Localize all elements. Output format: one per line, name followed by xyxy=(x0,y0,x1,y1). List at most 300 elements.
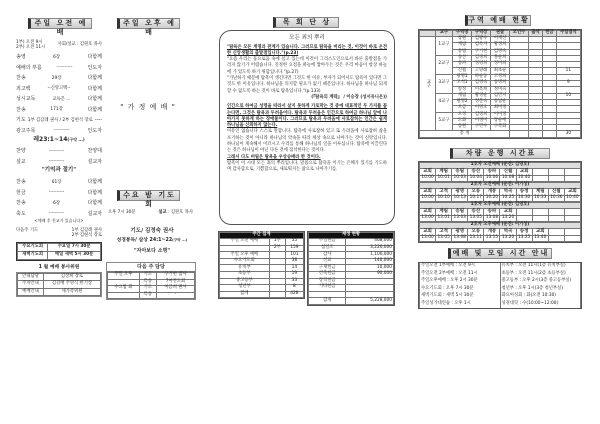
table-row xyxy=(18,273,101,281)
pastoral-column-header: 목 회 단 상 xyxy=(273,17,339,28)
cell: 이금희 권사 xyxy=(156,286,194,293)
item-detail: 교독문 ... xyxy=(52,96,71,102)
item-leader: 다함께 xyxy=(87,106,102,113)
preacher-label: 설교 xyxy=(158,210,167,215)
stop xyxy=(548,209,564,216)
cell: 김옥자 xyxy=(472,43,491,49)
item-detail: ---------- xyxy=(48,190,65,196)
stop: 송산 xyxy=(468,209,484,216)
time: 10:25 xyxy=(501,195,515,201)
cell: 14 xyxy=(285,265,303,272)
cell: 중고등부 xyxy=(220,278,270,285)
schedule-item: 화요여성회 : 화(오전 10:30) xyxy=(500,293,581,301)
cell: 김영숙 xyxy=(472,81,491,87)
cell xyxy=(108,292,140,299)
cell: - xyxy=(156,292,194,299)
cell: 장순배 xyxy=(491,118,510,124)
bus-header: 차량 운행 시간표 xyxy=(450,148,550,159)
reading-ref: 성경봉독/ 살상 24:1~22 xyxy=(116,238,173,243)
time: 10:00 xyxy=(421,195,434,201)
order-item xyxy=(16,52,102,63)
item-leader: 인도자 xyxy=(87,64,102,71)
cell: 김민지 xyxy=(491,93,510,99)
cell: 감사 xyxy=(309,252,346,259)
time: 10:06 xyxy=(485,175,499,181)
column-para: "탐욕은 모든 계명과 관계가 있습니다. 그러므로 탐욕을 버리는 것, 이것이 바로 온전한 신앙생활의 출발점입니다."(p.23) xyxy=(227,44,387,56)
cell: 기도 xyxy=(139,273,156,280)
cell: 주일헌금 xyxy=(309,239,346,246)
preacher xyxy=(58,42,102,47)
cell: 주일 오후 xyxy=(108,273,140,280)
time xyxy=(548,236,564,242)
sermon-title: "기억과 절기" xyxy=(41,167,77,173)
order-item xyxy=(16,115,102,126)
cell: 주일 오전 예배 xyxy=(220,239,270,246)
time: 10:13 xyxy=(453,195,466,201)
stop: 신월 xyxy=(548,189,564,196)
morning-worship-header: 주일 오전 예배 xyxy=(28,18,92,29)
order-item xyxy=(16,94,102,105)
route-name: 2호차 오후예배 (운전: 이기성) xyxy=(420,223,581,229)
cell: 140,000 xyxy=(346,258,394,265)
stop: 교회 xyxy=(564,189,580,196)
stop xyxy=(564,169,580,176)
preacher-name: : 김원호 목사 xyxy=(77,42,102,48)
volunteers-table xyxy=(16,272,102,298)
cell: 건축헌금 xyxy=(309,271,346,278)
stop xyxy=(532,209,548,216)
cell xyxy=(529,131,543,137)
cell: 구제헌금 xyxy=(309,265,346,272)
group-name: 1교구 xyxy=(435,37,452,56)
schedule-item: 새벽기도회 : 새벽 5시 30분 xyxy=(420,293,501,301)
stop: 교회 xyxy=(420,209,436,216)
column-para: 탐욕이 이 시대 모든 죄의 뿌리입니다. 말씀으로 탐욕을 이기는 은혜가 있기를 기도하며 감사함으로, 기쁨함으로, 새로워지는 삶으로 나아가기를. xyxy=(227,160,387,173)
time xyxy=(564,216,580,222)
column-header: 교구 xyxy=(435,31,452,37)
cell xyxy=(220,245,270,252)
time xyxy=(516,216,532,222)
stop: 송정 xyxy=(516,229,532,236)
stop: 송파 xyxy=(484,209,500,216)
cell: 38 xyxy=(285,258,303,265)
item-leader: 다함께 xyxy=(87,75,102,82)
next-prayer-names xyxy=(72,228,102,238)
time: 13:20 xyxy=(501,235,515,241)
column-para: 인간으로 하여금 성령을 따라서 살지 못하게 가로막는 것 중에 대표적인 두 가지를 꼽는다면, 그것은 탐욕과 두려움이다. 탐욕과 두려움은 인간으로 하여금 하나님 앞에 나아가지 못하게 하는 장애물이다. 그러므로 탐욕과 두려움에 사로잡히는 인간은 쉽게 하나님을 신뢰하지 않는다. xyxy=(227,104,387,129)
item-detail: ---------- xyxy=(53,128,70,134)
column-header: 주일결석 xyxy=(556,31,580,37)
cell: 기도 xyxy=(139,286,156,293)
order-item xyxy=(16,177,102,188)
table-row xyxy=(309,285,394,292)
schedule-item: 수요기도회 : 오후 7시 30분 xyxy=(420,286,501,294)
cell: 수요일 7시 30분 xyxy=(48,244,101,252)
item-name: 찬양 xyxy=(16,148,26,155)
time: 10:30 xyxy=(517,195,531,201)
stop: 교회 xyxy=(420,229,436,236)
cell: 10 xyxy=(556,93,580,99)
order-item xyxy=(16,84,102,95)
order-item xyxy=(16,73,102,84)
cell: 홍순희 xyxy=(491,55,510,61)
table-row xyxy=(309,245,394,252)
item-name: 예배의 부름 xyxy=(16,64,42,71)
cell: 고양례 xyxy=(472,68,491,74)
cell: 구기현 집사 xyxy=(156,273,194,280)
stop: 계림 xyxy=(436,169,452,176)
stop: 송정 xyxy=(516,189,532,196)
cell: 수요밤 회 xyxy=(108,286,140,293)
table-row xyxy=(18,281,101,289)
cell xyxy=(346,285,394,292)
next-duty-title: 다음 주 담당 xyxy=(107,263,195,272)
cell: 고경희 xyxy=(491,74,510,80)
cell: 159 xyxy=(285,245,303,252)
stop: 역곡 xyxy=(500,229,516,236)
table-row xyxy=(18,244,101,252)
time: 13:11 xyxy=(469,235,483,241)
column-para: "요즘 우리는 풍요로움 속에 살고 있는데 이것이 그리스도인으로서 바른 출발점을 가리지 않기가 어렵습니다. 진정한 요점을 하늘에 쌓아두는 것은 우리 마음이 항상 하늘에 가 있도록 하기 위함입니다."(p.27) xyxy=(227,57,387,75)
item-leader: 설교자 xyxy=(87,158,102,165)
cell: 송림 xyxy=(453,49,472,55)
stop: 계림 xyxy=(532,189,548,196)
time: 10:20 xyxy=(485,195,499,201)
time: 10:01 xyxy=(437,175,450,181)
table-row xyxy=(220,278,304,285)
schedule-item: 유치부 : 오전 11시(1층 유치부실) xyxy=(500,263,581,271)
finance-table xyxy=(307,231,395,306)
item-name: 축도 xyxy=(16,210,26,217)
time: 13:01 xyxy=(437,215,450,221)
cell: 19 xyxy=(285,271,303,278)
cell: 33 xyxy=(285,278,303,285)
cell: 예배안내 xyxy=(18,288,44,296)
stop: 송파 xyxy=(484,169,500,176)
cell xyxy=(346,291,394,298)
item-detail: 61장 xyxy=(51,179,62,185)
next-prayer-1: 1부 김갑례 권사 xyxy=(71,227,102,233)
stop: 개봉 xyxy=(484,229,500,236)
scripture xyxy=(16,136,102,146)
cell: 십일조 xyxy=(309,245,346,252)
cell: 2부 xyxy=(269,245,285,252)
time: 13:00 xyxy=(421,215,434,221)
table-row xyxy=(420,301,581,309)
district-header: 구역 예배 현황 xyxy=(465,15,531,26)
time-2: 2부) 오전 11시 xyxy=(16,45,46,50)
item-leader: 설교자 xyxy=(87,210,102,217)
schedule-table xyxy=(418,262,582,309)
cell: 합계 xyxy=(220,291,270,298)
cell: 7여전도회 xyxy=(156,279,194,286)
stop: 교회 xyxy=(420,169,436,176)
preacher-name: : 김원호 목사 xyxy=(168,210,193,215)
cell xyxy=(269,271,285,278)
stop xyxy=(564,209,580,216)
time: 10:08 xyxy=(501,175,515,181)
time xyxy=(548,176,564,182)
cell xyxy=(309,291,346,298)
next-prayer xyxy=(16,228,102,238)
cell: 55 xyxy=(285,239,303,246)
time: 13:08 xyxy=(453,235,466,241)
order-item xyxy=(16,157,102,168)
total-row xyxy=(420,131,581,137)
route-name: 1호차 오후예배 (운전: 김영호) xyxy=(420,203,581,209)
cell xyxy=(542,131,556,137)
order-item xyxy=(16,188,102,199)
cell: 이경미 xyxy=(472,118,491,124)
wednesday-reading xyxy=(106,238,198,244)
stop xyxy=(532,169,548,176)
cell: 9 xyxy=(556,81,580,87)
cell: 송정 xyxy=(453,87,472,93)
item-detail: ---------- xyxy=(48,159,65,165)
item-leader: 다함께 xyxy=(87,189,102,196)
column-para: 이유인 없습니다 스스로 말합니다. 탐욕에 사로잡혀 있고 또 두려움에 사로잡혀 삶을 포기하는 것이 아니라 하나님의 약속을 따라 세상 속으로 나아가는 것이 신앙입니다. 하나님이 계속해서 이끄시고 우리를 통해 하나님의 일을 이루십니다. 탐욕에 이끌린다는 것은 하나님이 아닌 다른 것에 집착한다는 것이다. xyxy=(227,129,387,154)
item-detail: ---------- xyxy=(56,65,73,71)
table-row xyxy=(220,271,304,278)
afternoon-worship-header: 주일 오후 예배 xyxy=(117,18,180,29)
item-name: 성시교독 xyxy=(16,96,36,103)
time: 10:40 xyxy=(566,195,579,201)
cell: 송남순 xyxy=(491,99,510,105)
order-item xyxy=(16,105,102,116)
pastoral-column xyxy=(219,30,395,225)
district-table xyxy=(418,29,582,139)
cell: 정문숙 xyxy=(472,99,491,105)
bus-route xyxy=(419,202,581,222)
time: 13:03 xyxy=(453,215,466,221)
schedule-item: 주일오후예배 : 오후 2시 30분 xyxy=(420,278,501,286)
group-name: 3교구 xyxy=(435,74,452,93)
cell: 송원 xyxy=(453,125,472,131)
cell xyxy=(269,265,285,272)
group-name: 4교구 xyxy=(435,93,452,112)
order-item xyxy=(16,146,102,157)
item-leader: 다함께 xyxy=(87,200,102,207)
stop xyxy=(516,209,532,216)
column-header: 구역장 xyxy=(472,31,491,37)
group-name: 2교구 xyxy=(435,55,452,74)
times-row xyxy=(420,196,581,202)
weekly-stats-table xyxy=(218,231,305,299)
item-name: 찬송 xyxy=(16,179,26,186)
column-para: "가난하기 때문에 탐욕이 생긴다면 그것도 한 이유, 부자가 되어서도 탐욕이 있다면 그것도 한 이유입니다. 하나님을 의지할 필요가 없기 때문입니다. 하나님을 하나님 되게 할 수 없도록 하는 것이 바로 탐욕입니다."(p.133) xyxy=(227,76,387,94)
stop: 송산 xyxy=(468,169,484,176)
item-name: 죄고백 xyxy=(16,85,31,92)
morning-column xyxy=(16,38,102,297)
cell: 김상희 장로 xyxy=(43,273,100,281)
time: 13:05 xyxy=(469,215,483,221)
worship-note: <예배 후 친교가 있습니다> xyxy=(34,218,84,223)
cell: 계림 xyxy=(453,93,472,99)
stats-title: 주간 집계 xyxy=(220,233,304,239)
item-detail: 6장 xyxy=(53,200,61,206)
wednesday-sermon: "자아보다 소명" xyxy=(134,248,170,254)
stop: 송림 xyxy=(452,209,468,216)
cell: 하순동 xyxy=(472,74,491,80)
stop xyxy=(548,229,564,236)
cell: 1,100,000 xyxy=(346,252,394,259)
item-name: 송영 xyxy=(16,54,26,61)
preacher-label: 사회/설교 xyxy=(57,42,76,48)
next-prayer-2: 2부 김현석 장로 xyxy=(71,232,102,238)
table-row xyxy=(420,286,581,294)
table-row xyxy=(108,292,195,299)
item-leader: 인도자 xyxy=(87,127,102,134)
cell: 안내담당 xyxy=(18,273,44,281)
stop: 역곡 xyxy=(500,189,516,196)
time: 10:00 xyxy=(421,175,434,181)
schedule-header: 예배 및 모임 시간 안내 xyxy=(448,248,552,259)
cell: 정미숙 xyxy=(491,87,510,93)
cell: 새벽기도회 xyxy=(18,252,48,260)
time: 13:40 xyxy=(534,235,547,241)
cell: 오정 xyxy=(453,112,472,118)
cell: 주일 오후 예배 xyxy=(220,252,270,259)
stop: 교회 xyxy=(516,169,532,176)
order-item xyxy=(16,126,102,137)
table-row xyxy=(420,263,581,271)
cell: 최미경 xyxy=(491,106,510,112)
schedule-item: 주일오전 2부예배 : 오전 11시 xyxy=(420,271,501,279)
time: 13:05 xyxy=(437,235,450,241)
item-name: 찬송 xyxy=(16,200,26,207)
time: 10:10 xyxy=(437,195,450,201)
cell: 계림 xyxy=(453,43,472,49)
stop: 광명 xyxy=(452,189,468,196)
meetings-table xyxy=(16,242,102,261)
cell xyxy=(269,258,285,265)
cell: 428 xyxy=(285,291,303,298)
cell: 합계 xyxy=(309,298,346,305)
cell: 3,220,000 xyxy=(346,245,394,252)
scripture-note: (구약 ...) xyxy=(67,137,85,142)
cell: 황영순 xyxy=(472,93,491,99)
cell: 광명2 xyxy=(453,99,472,105)
column-heading: 모든 죄의 뿌리 xyxy=(289,35,325,41)
cell: 8 xyxy=(285,285,303,292)
bus-route xyxy=(419,182,581,202)
item-detail: ---------- xyxy=(48,148,65,154)
item-name: 찬송 xyxy=(16,75,26,82)
stop: 광명 xyxy=(452,229,468,236)
item-name: 광고주목 xyxy=(16,127,36,134)
item-detail: 6장 xyxy=(53,54,61,60)
cell xyxy=(269,278,285,285)
reading-note: (구약 ...) xyxy=(172,238,188,242)
time: 13:08 xyxy=(485,215,499,221)
service-times xyxy=(16,40,45,50)
table-row xyxy=(220,252,304,259)
item-name: 기도 xyxy=(16,117,26,124)
finance-title: 재정 현황 xyxy=(309,233,394,239)
schedule-item: 성경대학 : 수(10:00~12:00) xyxy=(500,301,581,309)
times-row xyxy=(420,236,581,242)
cell: 11 xyxy=(556,68,580,74)
column-header: 출석 xyxy=(529,31,543,37)
cell: 10,000 xyxy=(346,265,394,272)
column-header: 모인수 xyxy=(510,31,529,37)
cell: 이재신 xyxy=(491,37,510,43)
column-header: 헌금 xyxy=(542,31,556,37)
stop: 오류 xyxy=(468,189,484,196)
table-row xyxy=(309,258,394,265)
cell xyxy=(269,285,285,292)
schedule-item: 중고등부 : 오후 2시(3층 중고등부실) xyxy=(500,278,581,286)
total-value: 30 xyxy=(556,131,580,137)
cell: 초등부 xyxy=(220,271,270,278)
cell: 468,000 xyxy=(346,239,394,246)
item-detail: ---------- xyxy=(48,211,65,217)
cell: 구민수 xyxy=(472,125,491,131)
table-row xyxy=(220,258,304,265)
time: 10:40 xyxy=(517,175,531,181)
time xyxy=(548,216,564,222)
cell: 101 xyxy=(285,252,303,259)
stop: 교회 xyxy=(500,209,516,216)
cell: 창원 xyxy=(453,37,472,43)
bus-route xyxy=(419,162,581,182)
time xyxy=(564,176,580,182)
stop xyxy=(564,229,580,236)
table-row xyxy=(220,265,304,272)
cell: 청년부 xyxy=(220,285,270,292)
bus-timetable xyxy=(418,161,582,243)
item-name: 찬송 xyxy=(16,106,26,113)
route-name: 2호차 오전예배 (운전: 이기성) xyxy=(420,183,581,189)
item-detail: 29장 xyxy=(51,75,62,81)
time xyxy=(532,176,548,182)
time: 10:33 xyxy=(534,195,547,201)
time: 10:17 xyxy=(469,195,483,201)
stop xyxy=(548,169,564,176)
stop: 고척 xyxy=(436,229,452,236)
times-row xyxy=(420,216,581,222)
table-row xyxy=(309,291,394,298)
parish-label: 교구 xyxy=(420,37,436,131)
cell: 신월 xyxy=(453,68,472,74)
cell: 김영숙 xyxy=(491,49,510,55)
item-detail: 171장 xyxy=(50,107,63,113)
stop: 오류 xyxy=(468,229,484,236)
column-header: 권찰 xyxy=(491,31,510,37)
table-row xyxy=(420,271,581,279)
cell: 이미정 xyxy=(491,112,510,118)
schedule-item: 주일오전 1부예배 : 오전 9시 xyxy=(420,263,501,271)
cell: 구기현 xyxy=(472,49,491,55)
wednesday-info xyxy=(108,210,193,215)
time xyxy=(564,236,580,242)
morning-worship-order xyxy=(16,38,102,224)
time: 13:00 xyxy=(421,235,434,241)
cell: 송명희 xyxy=(491,81,510,87)
item-leader: 다함께 xyxy=(87,96,102,103)
volunteers-title: 1 월 예배 봉사위원 xyxy=(38,265,80,271)
cell: 김광수 xyxy=(472,37,491,43)
time: 10:03 xyxy=(453,175,466,181)
cell: 특송 xyxy=(139,292,156,299)
cell: 새가족위원 xyxy=(43,288,100,296)
item-leader: 찬양대 xyxy=(87,148,102,155)
cell: 도화 xyxy=(453,118,472,124)
cell: 매일 새벽 5시 30분 xyxy=(48,252,101,260)
time: 10:36 xyxy=(550,195,563,201)
stop: 교회 xyxy=(532,229,548,236)
cell: 구복화 xyxy=(491,125,510,131)
